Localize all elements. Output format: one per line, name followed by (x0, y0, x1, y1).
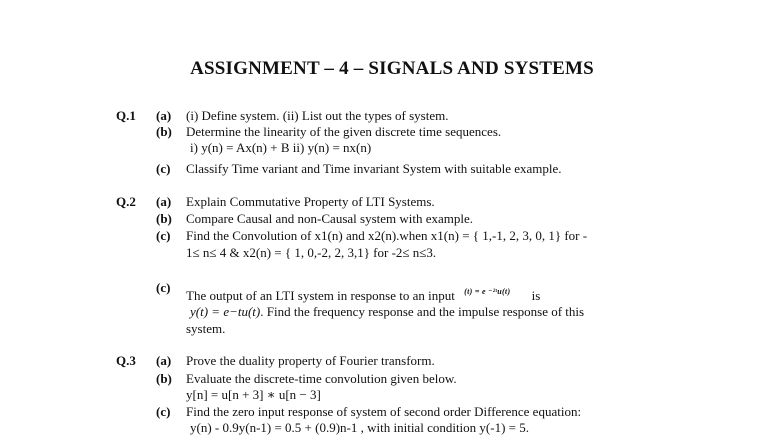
output-signal-formula: y(t) = e−tu(t) (190, 304, 261, 319)
question-1-number: Q.1 (116, 108, 136, 123)
q1-a-label: (a) (156, 108, 172, 123)
q2-a-label: (a) (156, 194, 172, 209)
q2-a-text: Explain Commutative Property of LTI Systems. (186, 194, 435, 209)
q1-a-text: (i) Define system. (ii) List out the types of system. (186, 108, 449, 123)
question-2-number: Q.2 (116, 194, 136, 209)
q3-c-equation: y(n) - 0.9y(n-1) = 0.5 + (0.9)n-1 , with initial condition y(-1) = 5. (190, 420, 529, 435)
q2-c-label: (c) (156, 228, 171, 243)
q3-a-text: Prove the duality property of Fourier transform. (186, 353, 435, 368)
q2-d-text-line2 (190, 304, 584, 320)
q1-b-text: Determine the linearity of the given discrete time sequences. (186, 124, 502, 139)
q1-b-equations: i) y(n) = Ax(n) + B ii) y(n) = nx(n) (190, 140, 372, 155)
q1-c-text: Classify Time variant and Time invariant System with suitable example. (186, 161, 562, 176)
q3-b-label: (b) (156, 371, 172, 386)
input-signal-formula: (t) = e ⁻²ᵗu(t) (464, 287, 511, 296)
q2-c-text: Find the Convolution of x1(n) and x2(n).when x1(n) = { 1,-1, 2, 3, 0, 1} for - (186, 228, 588, 243)
q2-d-text-line2-rest: . Find the frequency response and the impulse response of this (260, 304, 585, 319)
q3-b-equation: y[n] = u[n + 3] ∗ u[n − 3] (186, 387, 321, 402)
page-title: ASSIGNMENT – 4 – SIGNALS AND SYSTEMS (190, 58, 594, 79)
q3-c-text: Find the zero input response of system of second order Difference equation: (186, 404, 582, 419)
q2-b-text: Compare Causal and non-Causal system with example. (186, 211, 474, 226)
q2-d-text (186, 288, 540, 304)
q2-b-label: (b) (156, 211, 172, 226)
q2-d-text-post: is (531, 288, 541, 303)
q3-b-text: Evaluate the discrete-time convolution given below. (186, 371, 457, 386)
q2-c-text-continued: 1≤ n≤ 4 & x2(n) = { 1, 0,-2, 2, 3,1} for -2≤ n≤3. (186, 245, 437, 260)
q2-d-text-line3: system. (186, 321, 226, 336)
q1-b-label: (b) (156, 124, 172, 139)
q2-d-label: (c) (156, 280, 171, 295)
q1-c-label: (c) (156, 161, 171, 176)
q3-c-label: (c) (156, 404, 171, 419)
q2-d-text-pre: The output of an LTI system in response to an input (186, 288, 455, 303)
question-3-number: Q.3 (116, 353, 136, 368)
q3-a-label: (a) (156, 353, 172, 368)
